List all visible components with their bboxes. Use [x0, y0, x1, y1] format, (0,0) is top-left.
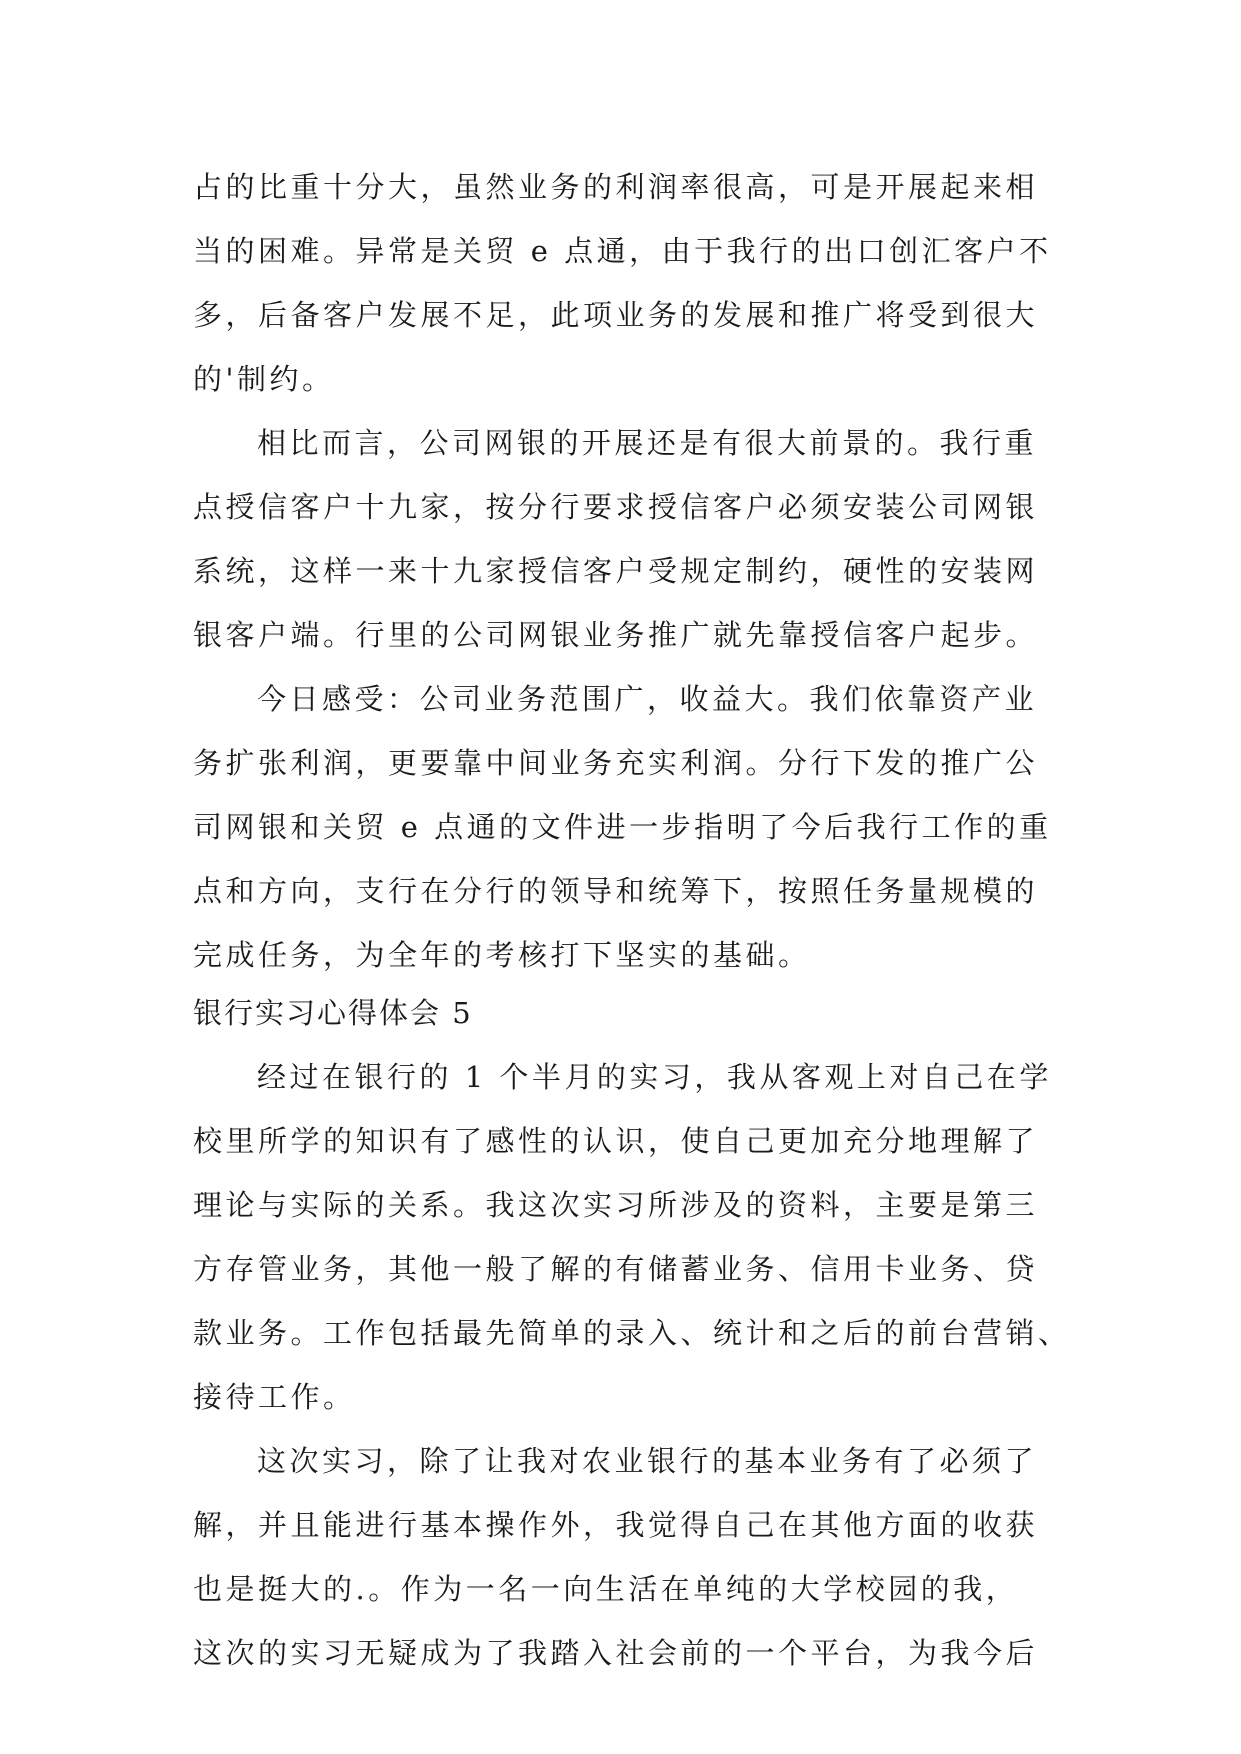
paragraph-first-line: 这次实习，除了让我对农业银行的基本业务有了必须了: [257, 1444, 1038, 1478]
text-line: 方存管业务，其他一般了解的有储蓄业务、信用卡业务、贷: [193, 1252, 1039, 1286]
text-line: 也是挺大的.。作为一名一向生活在单纯的大学校园的我，: [193, 1572, 1019, 1606]
text-line: 校里所学的知识有了感性的认识，使自己更加充分地理解了: [193, 1124, 1039, 1158]
text-line: 点和方向，支行在分行的领导和统筹下，按照任务量规模的: [193, 874, 1039, 908]
text-line: 司网银和关贸 e 点通的文件进一步指明了今后我行工作的重: [193, 810, 1052, 844]
text-line: 解，并且能进行基本操作外，我觉得自己在其他方面的收获: [193, 1508, 1039, 1542]
text-line: 点授信客户十九家，按分行要求授信客户必须安装公司网银: [193, 490, 1039, 524]
text-line: 的'制约。: [193, 362, 335, 396]
document-body: [193, 155, 1071, 1685]
text-line: 理论与实际的关系。我这次实习所涉及的资料，主要是第三: [193, 1188, 1039, 1222]
paragraph-first-line: 经过在银行的 1 个半月的实习，我从客观上对自己在学: [257, 1060, 1052, 1094]
text-line: 系统，这样一来十九家授信客户受规定制约，硬性的安装网: [193, 554, 1039, 588]
text-line: 银客户端。行里的公司网银业务推广就先靠授信客户起步。: [193, 618, 1039, 652]
text-line: 多，后备客户发展不足，此项业务的发展和推广将受到很大: [193, 298, 1039, 332]
text-line: 当的困难。异常是关贸 e 点通，由于我行的出口创汇客户不: [193, 234, 1052, 268]
text-line: 占的比重十分大，虽然业务的利润率很高，可是开展起来相: [193, 170, 1039, 204]
section-heading: 银行实习心得体会 5: [193, 996, 473, 1030]
text-line: 务扩张利润，更要靠中间业务充实利润。分行下发的推广公: [193, 746, 1039, 780]
paragraph-first-line: 今日感受：公司业务范围广，收益大。我们依靠资产业: [257, 682, 1038, 716]
text-line: 完成任务，为全年的考核打下坚实的基础。: [193, 938, 811, 972]
text-line: 这次的实习无疑成为了我踏入社会前的一个平台，为我今后: [193, 1636, 1039, 1670]
paragraph-first-line: 相比而言，公司网银的开展还是有很大前景的。我行重: [257, 426, 1038, 460]
text-line: 款业务。工作包括最先简单的录入、统计和之后的前台营销、: [193, 1316, 1071, 1350]
text-line: 接待工作。: [193, 1380, 356, 1414]
